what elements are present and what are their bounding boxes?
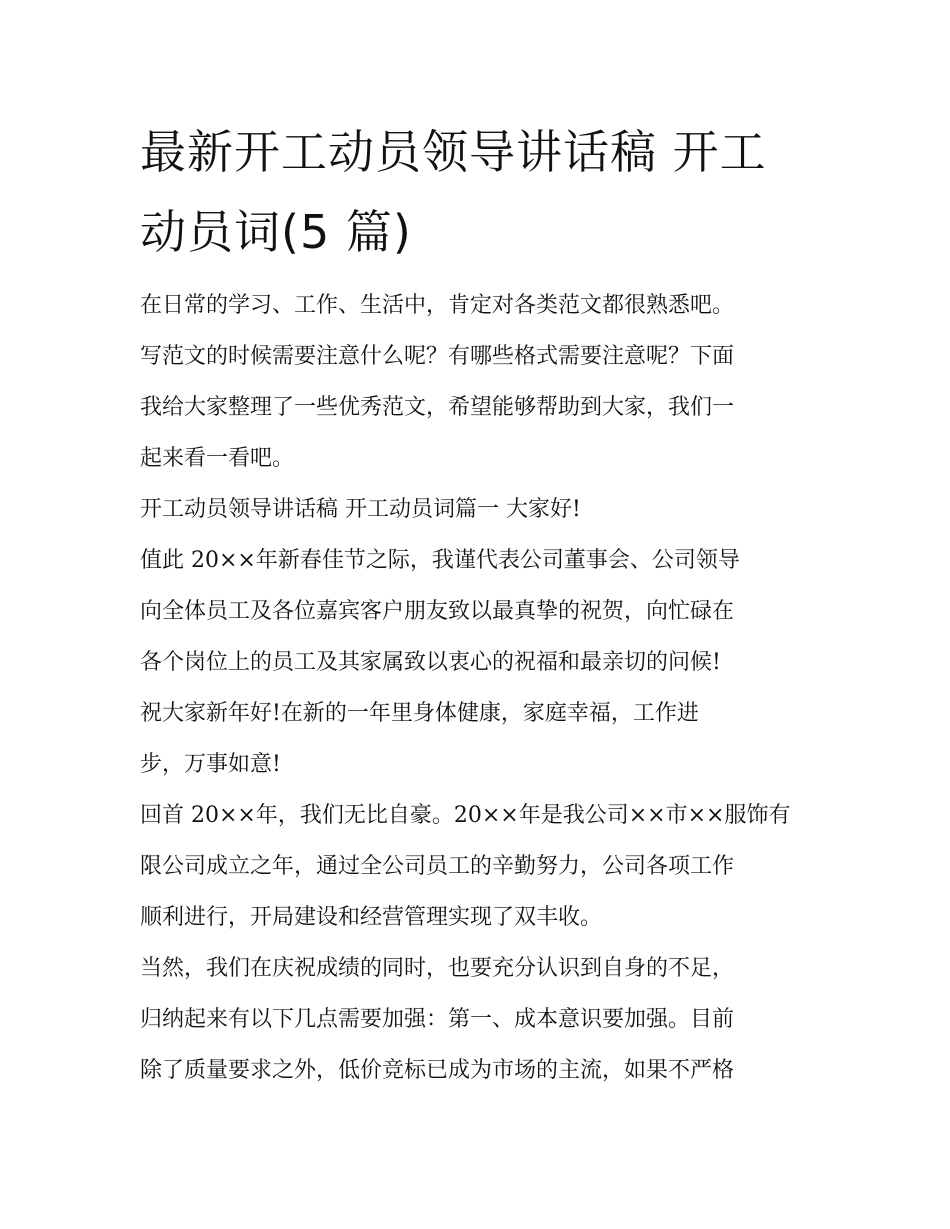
document-title: [140, 112, 820, 272]
body-line: 祝大家新年好!在新的一年里身体健康，家庭幸福，工作进: [140, 701, 699, 726]
body-line: 步，万事如意!: [140, 752, 281, 777]
body-line: 写范文的时候需要注意什么呢？有哪些格式需要注意呢？下面: [140, 344, 735, 369]
body-line: 我给大家整理了一些优秀范文，希望能够帮助到大家，我们一: [140, 395, 735, 420]
body-line: 起来看一看吧。: [140, 446, 295, 471]
body-line: 开工动员领导讲话稿 开工动员词篇一 大家好!: [140, 497, 581, 522]
document-body: [140, 280, 820, 1096]
body-line: 各个岗位上的员工及其家属致以衷心的祝福和最亲切的问候!: [140, 650, 721, 675]
title-line-2: 动员词(5 篇): [140, 205, 412, 259]
body-line: 值此 20××年新春佳节之际，我谨代表公司董事会、公司领导: [140, 548, 740, 573]
body-line: 顺利进行，开局建设和经营管理实现了双丰收。: [140, 905, 603, 930]
title-line-1: 最新开工动员领导讲话稿 开工: [140, 125, 767, 179]
body-line: 向全体员工及各位嘉宾客户朋友致以最真挚的祝贺，向忙碌在: [140, 599, 735, 624]
body-line: 回首 20××年，我们无比自豪。20××年是我公司××市××服饰有: [140, 803, 791, 828]
body-line: 除了质量要求之外，低价竞标已成为市场的主流，如果不严格: [140, 1058, 735, 1083]
body-line: 限公司成立之年，通过全公司员工的辛勤努力，公司各项工作: [140, 854, 735, 879]
body-line: 归纳起来有以下几点需要加强：第一、成本意识要加强。目前: [140, 1007, 735, 1032]
body-line: 在日常的学习、工作、生活中，肯定对各类范文都很熟悉吧。: [140, 293, 735, 318]
body-line: 当然，我们在庆祝成绩的同时，也要充分认识到自身的不足，: [140, 956, 735, 981]
